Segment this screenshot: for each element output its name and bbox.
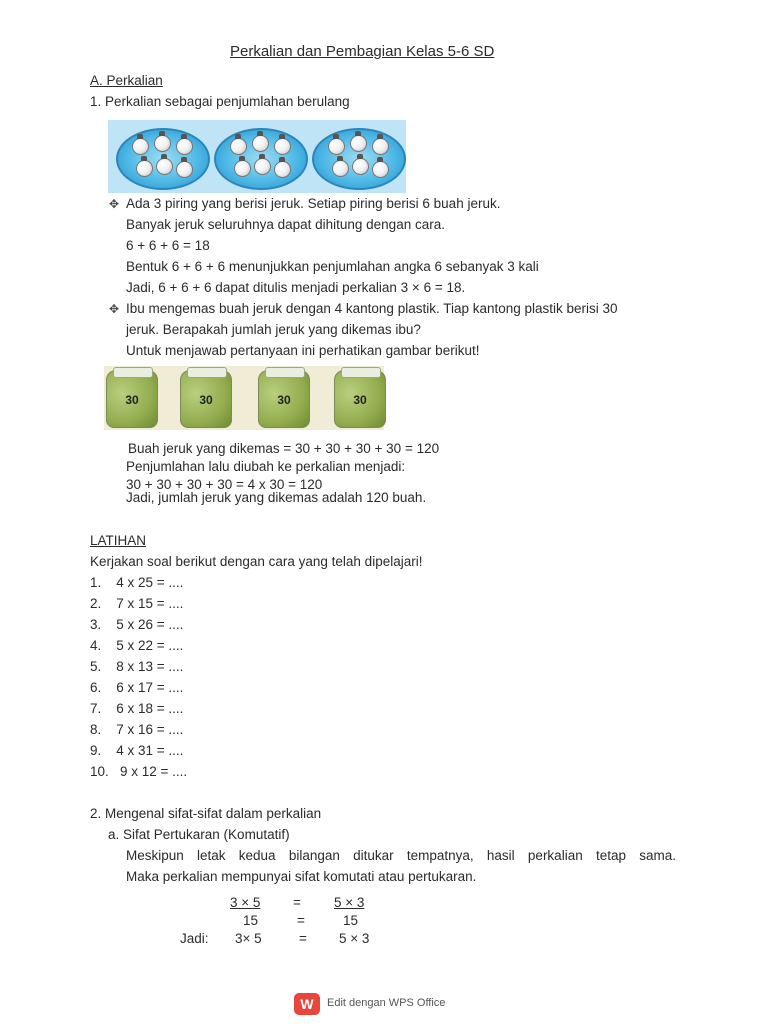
equation-row-3-equals: =	[299, 931, 307, 946]
edit-with-wps-link[interactable]: Edit dengan WPS Office	[327, 997, 446, 1009]
plate	[116, 128, 210, 190]
paragraph-1-line-1: Ada 3 piring yang berisi jeruk. Setiap piring berisi 6 buah jeruk.	[126, 196, 501, 211]
list-item: 8. 7 x 16 = ....	[90, 722, 184, 737]
description-line-1: Meskipun letak kedua bilangan ditukar tempatnya, hasil perkalian tetap sama.	[126, 848, 676, 863]
equation-row-1-right: 5 × 3	[334, 895, 365, 910]
paragraph-2-line-3: Untuk menjawab pertanyaan ini perhatikan gambar berikut!	[126, 343, 480, 358]
paragraph-1-line-3: 6 + 6 + 6 = 18	[126, 238, 210, 253]
bag-label: 30	[199, 393, 213, 407]
bag-label: 30	[353, 393, 367, 407]
bag	[258, 370, 310, 428]
list-item: 9. 4 x 31 = ....	[90, 743, 184, 758]
list-item: 3. 5 x 26 = ....	[90, 617, 184, 632]
equation-row-2-right: 15	[343, 913, 359, 928]
plate	[312, 128, 406, 190]
equation-row-1-equals: =	[293, 895, 301, 910]
bag	[106, 370, 158, 428]
paragraph-3-line-2: Penjumlahan lalu diubah ke perkalian menjadi:	[126, 459, 406, 474]
paragraph-2-line-1: Ibu mengemas buah jeruk dengan 4 kantong plastik. Tiap kantong plastik berisi 30	[126, 301, 618, 316]
latihan-heading: LATIHAN	[90, 533, 147, 548]
section-a-heading: A. Perkalian	[90, 73, 163, 88]
latihan-instruction: Kerjakan soal berikut dengan cara yang telah dipelajari!	[90, 554, 423, 569]
equation-row-2-equals: =	[297, 913, 305, 928]
paragraph-1-line-2: Banyak jeruk seluruhnya dapat dihitung dengan cara.	[126, 217, 445, 232]
list-item: 10. 9 x 12 = ....	[90, 764, 188, 779]
list-item: 4. 5 x 22 = ....	[90, 638, 184, 653]
bag	[180, 370, 232, 428]
paragraph-3-line-3: 30 + 30 + 30 + 30 = 4 x 30 = 120	[126, 477, 323, 492]
plate	[214, 128, 308, 190]
subsection-1-heading: 1. Perkalian sebagai penjumlahan berulang	[90, 94, 350, 109]
bag-label: 30	[277, 393, 291, 407]
paragraph-1-line-5: Jadi, 6 + 6 + 6 dapat ditulis menjadi perkalian 3 × 6 = 18.	[126, 280, 466, 295]
paragraph-1-line-4: Bentuk 6 + 6 + 6 menunjukkan penjumlahan angka 6 sebanyak 3 kali	[126, 259, 539, 274]
list-item: 7. 6 x 18 = ....	[90, 701, 184, 716]
list-item: 6. 6 x 17 = ....	[90, 680, 184, 695]
equation-row-1-left: 3 × 5	[230, 895, 261, 910]
equation-row-3-label: Jadi:	[180, 931, 209, 946]
wps-logo-icon[interactable]: W	[294, 993, 320, 1015]
subsection-a-heading: a. Sifat Pertukaran (Komutatif)	[108, 827, 290, 842]
description-line-2: Maka perkalian mempunyai sifat komutati atau pertukaran.	[126, 869, 477, 884]
equation-row-3-left: 3× 5	[235, 931, 262, 946]
list-item: 2. 7 x 15 = ....	[90, 596, 184, 611]
equation-row-3-right: 5 × 3	[339, 931, 370, 946]
bag	[334, 370, 386, 428]
bullet-icon: ✥	[109, 197, 120, 211]
paragraph-3-line-1: Buah jeruk yang dikemas = 30 + 30 + 30 + 30 = 120	[128, 441, 440, 456]
bullet-icon: ✥	[109, 302, 120, 316]
paragraph-2-line-2: jeruk. Berapakah jumlah jeruk yang dikemas ibu?	[126, 322, 421, 337]
paragraph-3-line-4: Jadi, jumlah jeruk yang dikemas adalah 120 buah.	[126, 490, 427, 505]
bags-of-oranges-image	[104, 366, 384, 430]
section-2-heading: 2. Mengenal sifat-sifat dalam perkalian	[90, 806, 322, 821]
equation-row-2-left: 15	[243, 913, 259, 928]
list-item: 5. 8 x 13 = ....	[90, 659, 184, 674]
page-title: Perkalian dan Pembagian Kelas 5-6 SD	[230, 43, 495, 60]
plates-of-oranges-image	[108, 120, 406, 193]
list-item: 1. 4 x 25 = ....	[90, 575, 184, 590]
bag-label: 30	[125, 393, 139, 407]
